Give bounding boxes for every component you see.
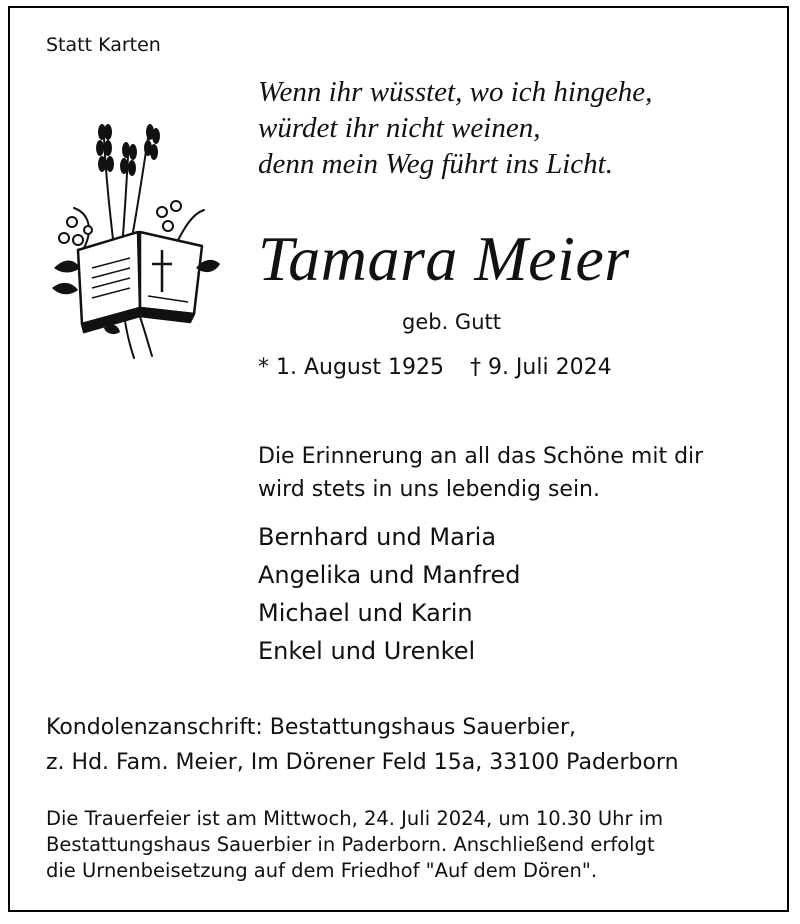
death-date: † 9. Juli 2024 [469,355,612,380]
family-line: Enkel und Urenkel [258,637,476,665]
bible-wheat-flowers-icon [44,118,224,362]
deceased-name: Tamara Meier [258,223,630,294]
life-dates [258,355,612,380]
memory-text [258,440,703,506]
family-line: Angelika und Manfred [258,561,521,589]
poem [258,74,652,182]
ceremony-line: die Urnenbeisetzung auf dem Friedhof "Auf dem Dören". [46,859,598,882]
birth-date: * 1. August 1925 [258,355,444,380]
poem-line: Wenn ihr wüsstet, wo ich hingehe, [258,76,653,108]
family-line: Bernhard und Maria [258,523,497,551]
family-list [258,518,520,670]
ceremony-line: Bestattungshaus Sauerbier in Paderborn. Anschließend erfolgt [46,833,655,856]
ceremony-line: Die Trauerfeier ist am Mittwoch, 24. Juli 2024, um 10.30 Uhr im [46,807,664,830]
memory-line: Die Erinnerung an all das Schöne mit dir [258,444,704,469]
ceremony-info [46,806,663,884]
statt-karten-label: Statt Karten [46,34,161,56]
birth-name: geb. Gutt [402,310,501,334]
condolence-line: z. Hd. Fam. Meier, Im Dörener Feld 15a, 33100 Paderborn [46,750,679,775]
poem-line: würdet ihr nicht weinen, [258,112,541,144]
poem-line: denn mein Weg führt ins Licht. [258,148,613,180]
condolence-address [46,710,679,780]
family-line: Michael und Karin [258,599,473,627]
memory-line: wird stets in uns lebendig sein. [258,477,600,502]
condolence-line: Kondolenzanschrift: Bestattungshaus Sauerbier, [46,715,576,740]
